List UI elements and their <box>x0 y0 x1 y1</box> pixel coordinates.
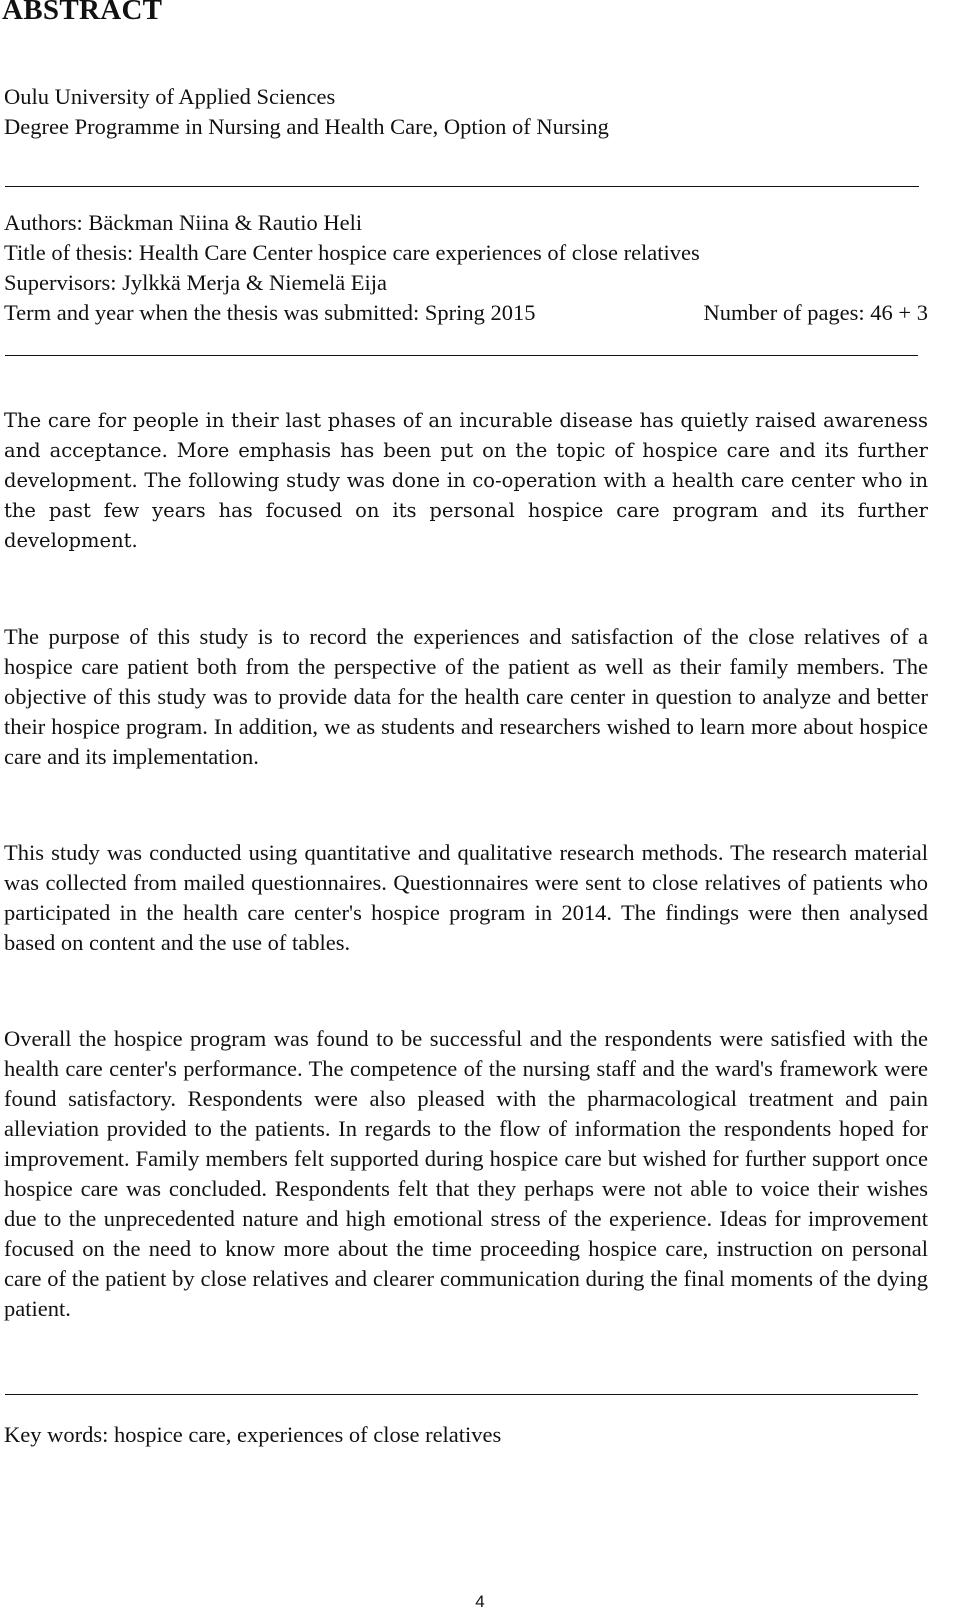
degree-programme: Degree Programme in Nursing and Health Care, Option of Nursing <box>4 114 609 139</box>
university-name: Oulu University of Applied Sciences <box>4 84 336 109</box>
abstract-heading: ABSTRACT <box>2 0 163 26</box>
supervisors-line: Supervisors: Jylkkä Merja & Niemelä Eija <box>4 270 388 295</box>
authors-line: Authors: Bäckman Niina & Rautio Heli <box>4 210 363 235</box>
thesis-title-line: Title of thesis: Health Care Center hospice care experiences of close relatives <box>4 240 700 265</box>
divider-top <box>5 186 919 187</box>
divider-bottom <box>5 1394 918 1395</box>
page-count: Number of pages: 46 + 3 <box>703 300 928 325</box>
divider-middle <box>5 355 918 356</box>
abstract-paragraph-1: The care for people in their last phases of an incurable disease has quietly raised awareness and acceptance. More emphasis has been put on the topic of hospice care and its further development. The following study was done in co-operation with a health care center who in the past few years has focused on its personal hospice care program and its further development. <box>4 409 928 552</box>
abstract-paragraph-3: This study was conducted using quantitative and qualitative research methods. The research material was collected from mailed questionnaires. Questionnaires were sent to close relatives of patients who participated in the health care center's hospice program in 2014. The findings were then analysed based on content and the use of tables. <box>4 840 928 955</box>
abstract-paragraph-2: The purpose of this study is to record the experiences and satisfaction of the close relatives of a hospice care patient both from the perspective of the patient as well as their family members. The objective of this study was to provide data for the health care center in question to analyze and better their hospice program. In addition, we as students and researchers wished to learn more about hospice care and its implementation. <box>4 624 928 769</box>
keywords-line: Key words: hospice care, experiences of close relatives <box>4 1422 502 1447</box>
submission-term-line: Term and year when the thesis was submitted: Spring 2015 <box>4 300 536 325</box>
page-number: 4 <box>475 1592 485 1611</box>
abstract-paragraph-4: Overall the hospice program was found to be successful and the respondents were satisfied with the health care center's performance. The competence of the nursing staff and the ward's framework were found satisfactory. Respondents were also pleased with the pharmacological treatment and pain alleviation provided to the patients. In regards to the flow of information the respondents hoped for improvement. Family members felt supported during hospice care but wished for further support once hospice care was concluded. Respondents felt that they perhaps were not able to voice their wishes due to the unprecedented nature and high emotional stress of the experience. Ideas for improvement focused on the need to know more about the time proceeding hospice care, instruction on personal care of the patient by close relatives and clearer communication during the final moments of the dying patient. <box>4 1026 928 1321</box>
